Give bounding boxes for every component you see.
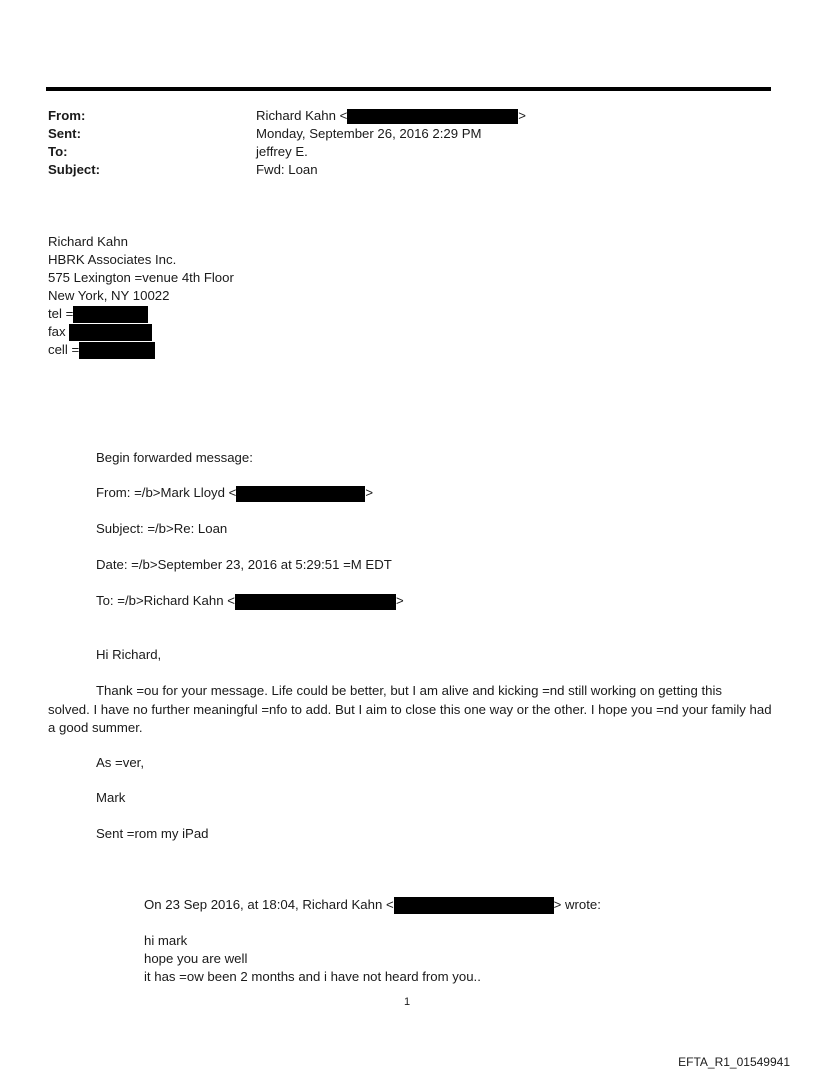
redaction-block: [394, 897, 554, 914]
sender-name: Mark: [96, 790, 126, 805]
forward-to-prefix: To: =/b>Richard Kahn <: [96, 593, 235, 608]
signature-tel: [48, 306, 148, 323]
forward-date: Date: =/b>September 23, 2016 at 5:29:51 =M EDT: [96, 557, 392, 572]
signature-cell: [48, 342, 155, 359]
quoted-line-1: hi mark: [144, 933, 188, 948]
redaction-block: [79, 342, 155, 359]
redaction-block: [73, 306, 148, 323]
sent-from-line: Sent =rom my iPad: [96, 826, 209, 841]
subject-value: Fwd: Loan: [256, 162, 318, 177]
from-name: Richard Kahn <: [256, 108, 348, 123]
signature-address2: New York, NY 10022: [48, 288, 170, 303]
page-number: 1: [404, 996, 411, 1008]
redaction-block: [69, 324, 152, 341]
signature-company: HBRK Associates Inc.: [48, 252, 177, 267]
body-paragraph-first-line: Thank =ou for your message. Life could be better, but I am alive and kicking =nd still working on getting this: [96, 683, 723, 698]
tel-label: tel =: [48, 306, 74, 321]
from-label: From:: [48, 108, 86, 123]
signature-name: Richard Kahn: [48, 234, 128, 249]
redaction-block: [235, 594, 396, 610]
fax-label: fax: [48, 324, 66, 339]
forward-from: [96, 485, 373, 502]
subject-label: Subject:: [48, 162, 101, 177]
sent-label: Sent:: [48, 126, 81, 141]
to-label: To:: [48, 144, 68, 159]
signature-address1: 575 Lexington =venue 4th Floor: [48, 270, 234, 285]
quoted-attribution-suffix: > wrote:: [553, 897, 601, 912]
header-rule: [46, 87, 771, 91]
redaction-block: [347, 109, 518, 124]
forward-from-prefix: From: =/b>Mark Lloyd <: [96, 485, 237, 500]
closing: As =ver,: [96, 755, 145, 770]
body-paragraph-rest: solved. I have no further meaningful =nfo to add. But I aim to close this one way or the other. I hope you =nd your family had a good summer.: [48, 702, 772, 735]
from-value: [256, 108, 526, 124]
forward-to: [96, 593, 404, 610]
quoted-attribution: [144, 897, 601, 914]
forward-intro: Begin forwarded message:: [96, 450, 253, 465]
sent-value: Monday, September 26, 2016 2:29 PM: [256, 126, 482, 141]
quoted-line-3: it has =ow been 2 months and i have not heard from you..: [144, 969, 481, 984]
cell-label: cell =: [48, 342, 80, 357]
bates-number: EFTA_R1_01549941: [678, 1055, 790, 1069]
signature-fax: [48, 324, 152, 341]
forward-to-close: >: [395, 593, 404, 608]
forward-from-close: >: [365, 485, 374, 500]
quoted-line-2: hope you are well: [144, 951, 248, 966]
quoted-attribution-prefix: On 23 Sep 2016, at 18:04, Richard Kahn <: [144, 897, 394, 912]
greeting: Hi Richard,: [96, 647, 162, 662]
from-close: >: [518, 108, 526, 123]
redaction-block: [236, 486, 365, 502]
forward-subject: Subject: =/b>Re: Loan: [96, 521, 228, 536]
to-value: jeffrey E.: [256, 144, 308, 159]
